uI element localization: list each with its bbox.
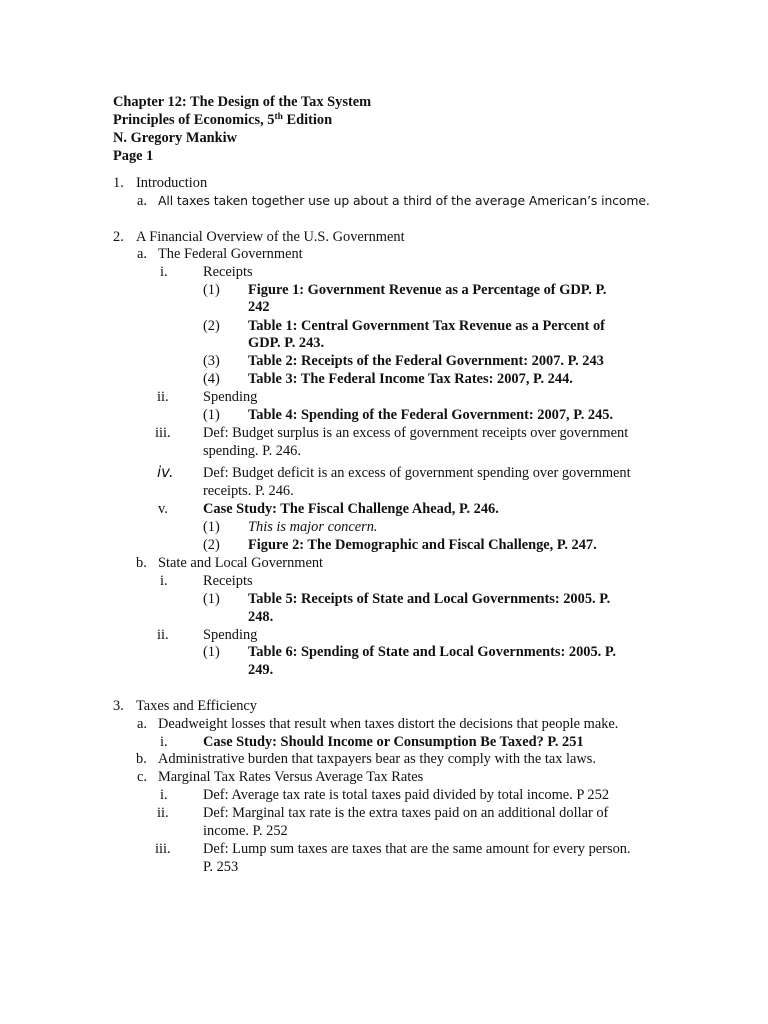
s2-a-i-4-text: Table 3: The Federal Income Tax Rates: 2007, P. 244. xyxy=(248,371,573,387)
section-3-title: Taxes and Efficiency xyxy=(136,698,257,714)
s2-a-v-1-text: This is major concern. xyxy=(248,519,378,535)
s2-a-i-1-text: Figure 1: Government Revenue as a Percentage of GDP. P. xyxy=(248,282,607,298)
s2-b-i-label: i. xyxy=(160,573,168,589)
s3-c-i-text: Def: Average tax rate is total taxes paid divided by total income. P 252 xyxy=(203,787,610,803)
section-1-number: 1. xyxy=(113,175,124,191)
s2-b-i-1-num: (1) xyxy=(203,591,220,607)
s2-a-i-3-text: Table 2: Receipts of the Federal Government: 2007. P. 243 xyxy=(248,353,604,369)
book-title xyxy=(113,111,332,129)
s2-a-i-label: i. xyxy=(160,264,168,280)
s2-a-i-2-text-cont: GDP. P. 243. xyxy=(248,335,325,351)
s2-b-ii-1-text: Table 6: Spending of State and Local Governments: 2005. P. xyxy=(248,644,616,660)
s3-c-ii-label: ii. xyxy=(157,805,169,821)
s2-a-iv-label: iv. xyxy=(157,463,174,481)
s2-a-iii-text: Def: Budget surplus is an excess of government receipts over government xyxy=(203,425,629,441)
s2-a-iii-text-cont: spending. P. 246. xyxy=(203,443,301,459)
s1-a-label: a. xyxy=(137,193,147,209)
s2-a-i-title: Receipts xyxy=(203,264,253,280)
s3-c-text: Marginal Tax Rates Versus Average Tax Rates xyxy=(158,769,424,785)
s3-c-iii-text: Def: Lump sum taxes are taxes that are the same amount for every person. xyxy=(203,841,631,857)
s2-a-i-4-num: (4) xyxy=(203,371,220,387)
s2-a-title: The Federal Government xyxy=(158,246,303,262)
s3-c-label: c. xyxy=(137,769,147,785)
book-title-text: Principles of Economics, 5 xyxy=(113,112,275,128)
s2-b-ii-title: Spending xyxy=(203,627,258,643)
s2-a-ii-1-num: (1) xyxy=(203,407,220,423)
section-2-title: A Financial Overview of the U.S. Government xyxy=(136,229,405,245)
s3-a-i-text: Case Study: Should Income or Consumption Be Taxed? P. 251 xyxy=(203,734,584,750)
section-2-number: 2. xyxy=(113,229,124,245)
s3-c-ii-text: Def: Marginal tax rate is the extra taxes paid on an additional dollar of xyxy=(203,805,609,821)
s2-b-label: b. xyxy=(136,555,147,571)
chapter-title: Chapter 12: The Design of the Tax System xyxy=(113,94,372,110)
section-3-number: 3. xyxy=(113,698,124,714)
s2-a-i-2-num: (2) xyxy=(203,318,220,334)
s2-a-v-2-num: (2) xyxy=(203,537,220,553)
s2-b-ii-1-num: (1) xyxy=(203,644,220,660)
s2-a-iii-label: iii. xyxy=(155,425,171,441)
s2-a-ii-1-text: Table 4: Spending of the Federal Government: 2007, P. 245. xyxy=(248,407,614,423)
s2-b-i-1-text: Table 5: Receipts of State and Local Governments: 2005. P. xyxy=(248,591,611,607)
s2-a-v-1-num: (1) xyxy=(203,519,220,535)
edition-superscript: th xyxy=(274,112,283,122)
s2-a-iv-text-cont: receipts. P. 246. xyxy=(203,483,294,499)
s3-c-ii-text-cont: income. P. 252 xyxy=(203,823,288,839)
s2-b-ii-1-text-cont: 249. xyxy=(248,662,274,678)
s3-a-i-label: i. xyxy=(160,734,168,750)
book-title-suffix: Edition xyxy=(282,112,333,128)
s3-b-label: b. xyxy=(136,751,147,767)
s2-b-i-1-text-cont: 248. xyxy=(248,609,274,625)
s2-a-i-3-num: (3) xyxy=(203,353,220,369)
author-name: N. Gregory Mankiw xyxy=(113,130,238,146)
s2-a-v-label: v. xyxy=(158,501,168,517)
s2-a-label: a. xyxy=(137,246,147,262)
s2-a-i-1-num: (1) xyxy=(203,282,220,298)
s2-b-i-title: Receipts xyxy=(203,573,253,589)
s2-a-v-2-text: Figure 2: The Demographic and Fiscal Challenge, P. 247. xyxy=(248,537,597,553)
s3-c-i-label: i. xyxy=(160,787,168,803)
s2-a-v-title: Case Study: The Fiscal Challenge Ahead, P. 246. xyxy=(203,501,499,517)
s2-a-iv-text: Def: Budget deficit is an excess of government spending over government xyxy=(203,465,631,481)
s1-a-text: All taxes taken together use up about a third of the average American’s income. xyxy=(158,193,650,208)
s2-a-i-2-text: Table 1: Central Government Tax Revenue as a Percent of xyxy=(248,318,605,334)
s3-c-iii-label: iii. xyxy=(155,841,171,857)
s2-b-title: State and Local Government xyxy=(158,555,324,571)
s2-b-ii-label: ii. xyxy=(157,627,169,643)
s2-a-ii-label: ii. xyxy=(157,389,169,405)
s3-a-text: Deadweight losses that result when taxes distort the decisions that people make. xyxy=(158,716,619,732)
s3-a-label: a. xyxy=(137,716,147,732)
section-1-title: Introduction xyxy=(136,175,208,191)
s2-a-ii-title: Spending xyxy=(203,389,258,405)
s3-c-iii-text-cont: P. 253 xyxy=(203,859,239,875)
s2-a-i-1-text-cont: 242 xyxy=(248,299,270,315)
s3-b-text: Administrative burden that taxpayers bear as they comply with the tax laws. xyxy=(158,751,596,767)
page-label: Page 1 xyxy=(113,148,154,164)
